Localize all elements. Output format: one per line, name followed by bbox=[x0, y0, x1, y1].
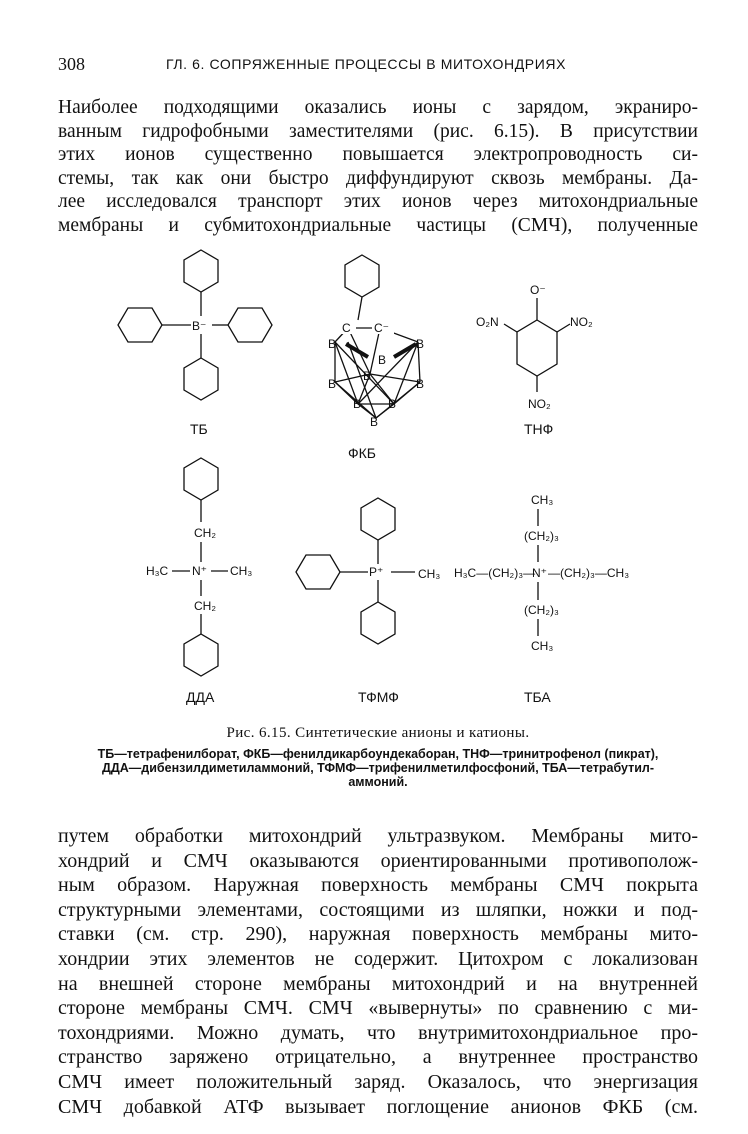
dda-nitrogen: N⁺ bbox=[192, 564, 207, 578]
tb-ring-top bbox=[184, 250, 218, 292]
tfmf-ch3: CH₃ bbox=[418, 567, 441, 581]
fkb-label: ФКБ bbox=[348, 445, 376, 461]
fkb-carbon-minus-label: C⁻ bbox=[374, 321, 389, 335]
text-line: ставки (см. стр. 290), наружная поверхность мембраны мито- bbox=[58, 923, 698, 946]
structures-diagram bbox=[58, 240, 698, 715]
tba-chain-left: H₃C—(CH₂)₃— bbox=[454, 566, 536, 580]
fkb-boron: B bbox=[328, 377, 337, 391]
dda-label: ДДА bbox=[186, 689, 215, 705]
text-line: путем обработки митохондрий ультразвуком. Мембраны мито- bbox=[58, 825, 698, 847]
running-header bbox=[58, 54, 698, 76]
dda-ch3: CH₃ bbox=[230, 564, 253, 578]
fkb-boron: B bbox=[328, 337, 337, 351]
paragraph-top bbox=[58, 96, 698, 237]
tba-nitrogen: N⁺ bbox=[532, 566, 547, 580]
dda-ring-bottom bbox=[184, 634, 218, 676]
tnf-label: ТНФ bbox=[524, 421, 554, 437]
tfmf-structure bbox=[296, 498, 440, 705]
fkb-boron: B bbox=[388, 397, 397, 411]
tba-chain-top: (CH₂)₃ bbox=[524, 529, 559, 543]
text-line: хондрии этих элементов не содержит. Цитохром с локализован bbox=[58, 947, 698, 970]
dda-ring-top bbox=[184, 458, 218, 500]
tba-chain-right: —(CH₂)₃—CH₃ bbox=[548, 566, 630, 580]
figure-caption-body bbox=[58, 747, 698, 789]
dda-structure bbox=[146, 458, 252, 705]
tb-label: ТБ bbox=[190, 421, 208, 437]
tb-ring-left bbox=[118, 308, 162, 342]
tnf-nitro-left: O₂N bbox=[476, 315, 499, 329]
tba-chain-bottom: (CH₂)₃ bbox=[524, 603, 559, 617]
text-line: мембраны и субмитохондриальные частицы (СМЧ), полученные bbox=[58, 214, 698, 236]
paragraph-bottom bbox=[58, 824, 698, 1119]
figure-6-15 bbox=[58, 240, 698, 715]
tb-structure bbox=[118, 250, 272, 437]
fkb-boron: B bbox=[370, 415, 379, 429]
tnf-ring bbox=[517, 320, 557, 376]
text-line: лее исследовался транспорт этих ионов через митохондриальные bbox=[58, 191, 698, 212]
page-number: 308 bbox=[58, 54, 85, 74]
tba-ch3-bottom: CH₃ bbox=[531, 639, 554, 653]
text-line: на внешней стороне мембраны митохондрий и на внутренней bbox=[58, 972, 698, 995]
caption-line: ТБ—тетрафенилборат, ФКБ—фенилдикарбоундекаборан, ТНФ—тринитрофенол (пикрат), bbox=[97, 747, 659, 761]
dda-h3c: H₃C bbox=[146, 564, 169, 578]
fkb-boron: B bbox=[378, 353, 387, 367]
fkb-carbon-label: C bbox=[342, 321, 351, 335]
tba-ch3-top: CH₃ bbox=[531, 493, 554, 507]
fkb-boron: B bbox=[416, 377, 425, 391]
tnf-oxygen-label: O⁻ bbox=[530, 283, 546, 297]
text-line: СМЧ добавкой АТФ вызывает поглощение анионов ФКБ (см. bbox=[58, 1095, 698, 1118]
tba-label: ТБА bbox=[524, 689, 551, 705]
running-title: ГЛ. 6. СОПРЯЖЕННЫЕ ПРОЦЕССЫ В МИТОХОНДРИЯХ bbox=[166, 56, 567, 72]
tb-boron-label: B⁻ bbox=[192, 319, 207, 333]
text-line: хондрий и СМЧ оказываются ориентированными противополож- bbox=[58, 849, 698, 872]
fkb-phenyl-ring bbox=[345, 255, 379, 297]
tfmf-ring-left bbox=[296, 555, 340, 589]
text-line: странство заряжено отрицательно, а внутреннее пространство bbox=[58, 1046, 698, 1069]
text-line: этих ионов существенно повышается электропроводность си- bbox=[58, 144, 698, 165]
text-line: стемы, так как они быстро диффундируют сквозь мембраны. Да- bbox=[58, 167, 698, 189]
dda-ch2-bottom: CH₂ bbox=[194, 599, 216, 613]
caption-line: ДДА—дибензилдиметиламмоний, ТФМФ—трифенилметилфосфоний, ТБА—тетрабутил- bbox=[101, 761, 655, 775]
text-line: Наиболее подходящими оказались ионы с зарядом, экраниро- bbox=[58, 97, 698, 118]
tfmf-ring-top bbox=[361, 498, 395, 540]
text-line: структурными элементами, состоящими из шляпки, ножки и под- bbox=[58, 898, 698, 921]
fkb-boron: B bbox=[416, 337, 425, 351]
tba-structure bbox=[454, 493, 629, 705]
fkb-structure bbox=[328, 255, 424, 461]
tnf-nitro-bottom: NO₂ bbox=[528, 397, 551, 411]
tnf-nitro-right: NO₂ bbox=[570, 315, 593, 329]
tb-ring-right bbox=[228, 308, 272, 342]
caption-line: аммоний. bbox=[348, 775, 408, 789]
fkb-boron: B bbox=[363, 369, 372, 383]
tfmf-label: ТФМФ bbox=[358, 689, 399, 705]
tb-ring-bottom bbox=[184, 358, 218, 400]
tnf-structure bbox=[476, 283, 593, 437]
text-line: тохондриями. Можно думать, что внутримитохондриальное про- bbox=[58, 1021, 698, 1044]
figure-caption-title: Рис. 6.15. Синтетические анионы и катионы. bbox=[226, 725, 530, 741]
text-line: СМЧ имеет положительный заряд. Оказалось, что энергизация bbox=[58, 1070, 698, 1093]
text-line: стороне мембраны СМЧ. СМЧ «вывернуты» по сравнению с ми- bbox=[58, 997, 698, 1020]
tfmf-ring-bottom bbox=[361, 602, 395, 644]
text-line: ванным гидрофобными заместителями (рис. 6.15). В присутствии bbox=[58, 120, 698, 142]
fkb-boron: B bbox=[353, 397, 362, 411]
text-line: ным образом. Наружная поверхность мембраны СМЧ покрыта bbox=[58, 874, 698, 897]
dda-ch2-top: CH₂ bbox=[194, 526, 216, 540]
tfmf-phosphorus: P⁺ bbox=[369, 565, 384, 579]
